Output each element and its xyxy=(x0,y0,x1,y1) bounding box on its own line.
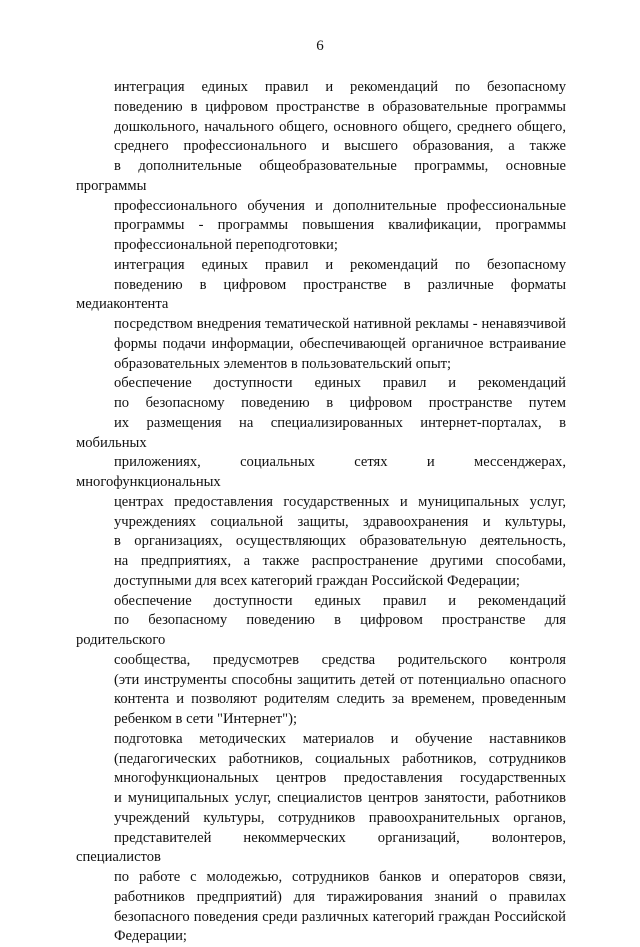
text-line: обеспечение доступности единых правил и рекомендаций xyxy=(114,592,566,609)
text-line: и муниципальных услуг, специалистов центров занятости, работников xyxy=(114,790,566,806)
text-line: образовательных элементов в пользовательский опыт; xyxy=(114,355,452,372)
text-line: поведению в цифровом пространстве в образовательные программы xyxy=(114,98,566,115)
text-line: по безопасному поведению в цифровом пространстве путем xyxy=(114,395,566,411)
text-line: представителей некоммерческих организаций, волонтеров, специалистов xyxy=(76,829,566,866)
text-line: контента и позволяют родителям следить за временем, проведенным xyxy=(114,691,566,708)
text-line: на предприятиях, а также распространение другими способами, xyxy=(114,553,566,569)
text-line: учреждений культуры, сотрудников правоохранительных органов, xyxy=(114,809,566,826)
text-line: обеспечение доступности единых правил и рекомендаций xyxy=(114,375,566,392)
text-line: центрах предоставления государственных и муниципальных услуг, xyxy=(114,493,566,510)
text-line: по работе с молодежью, сотрудников банков и операторов связи, xyxy=(114,869,566,885)
text-line: профессионального обучения и дополнительные профессиональные xyxy=(114,197,566,214)
text-line: учреждениях социальной защиты, здравоохранения и культуры, xyxy=(114,513,566,530)
text-line: подготовка методических материалов и обучение наставников xyxy=(114,730,566,747)
text-line: работников предприятий) для тиражирования знаний о правилах xyxy=(114,888,566,905)
text-line: (эти инструменты способны защитить детей от потенциально опасного xyxy=(114,671,566,688)
paragraph xyxy=(76,730,566,947)
text-line: их размещения на специализированных интернет-порталах, в мобильных xyxy=(76,414,566,451)
text-line: сообщества, предусмотрев средства родительского контроля xyxy=(114,651,566,668)
text-line: дошкольного, начального общего, основного общего, среднего общего, xyxy=(114,118,566,135)
text-line: интеграция единых правил и рекомендаций по безопасному xyxy=(114,79,566,95)
text-line: среднего профессионального и высшего образования, а также xyxy=(114,138,566,155)
text-line: формы подачи информации, обеспечивающей органичное встраивание xyxy=(114,335,566,352)
text-line: программы - программы повышения квалификации, программы xyxy=(114,217,566,234)
text-line: профессиональной переподготовки; xyxy=(114,237,338,253)
text-line: в дополнительные общеобразовательные программы, основные программы xyxy=(76,158,566,194)
text-line: ребенком в сети "Интернет"); xyxy=(114,711,298,727)
text-line: посредством внедрения тематической нативной рекламы - ненавязчивой xyxy=(114,316,566,332)
text-line: доступными для всех категорий граждан Российской Федерации; xyxy=(114,572,520,589)
text-line: Федерации; xyxy=(114,928,187,945)
paragraph xyxy=(76,78,566,256)
text-line: в организациях, осуществляющих образовательную деятельность, xyxy=(114,533,566,550)
text-line: поведению в цифровом пространстве в различные форматы медиаконтента xyxy=(76,276,566,313)
paragraph xyxy=(76,592,566,730)
text-line: интеграция единых правил и рекомендаций по безопасному xyxy=(114,256,566,273)
text-line: безопасного поведения среди различных категорий граждан Российской xyxy=(114,908,566,925)
text-line: приложениях, социальных сетях и мессенджерах, многофункциональных xyxy=(76,454,566,490)
text-line: (педагогических работников, социальных работников, сотрудников xyxy=(114,750,566,767)
document-body xyxy=(76,78,566,947)
paragraph xyxy=(76,374,566,591)
page-number: 6 xyxy=(316,38,324,54)
paragraph xyxy=(76,256,566,375)
text-line: многофункциональных центров предоставления государственных xyxy=(114,770,566,787)
text-line: по безопасному поведению в цифровом пространстве для родительского xyxy=(76,612,566,648)
